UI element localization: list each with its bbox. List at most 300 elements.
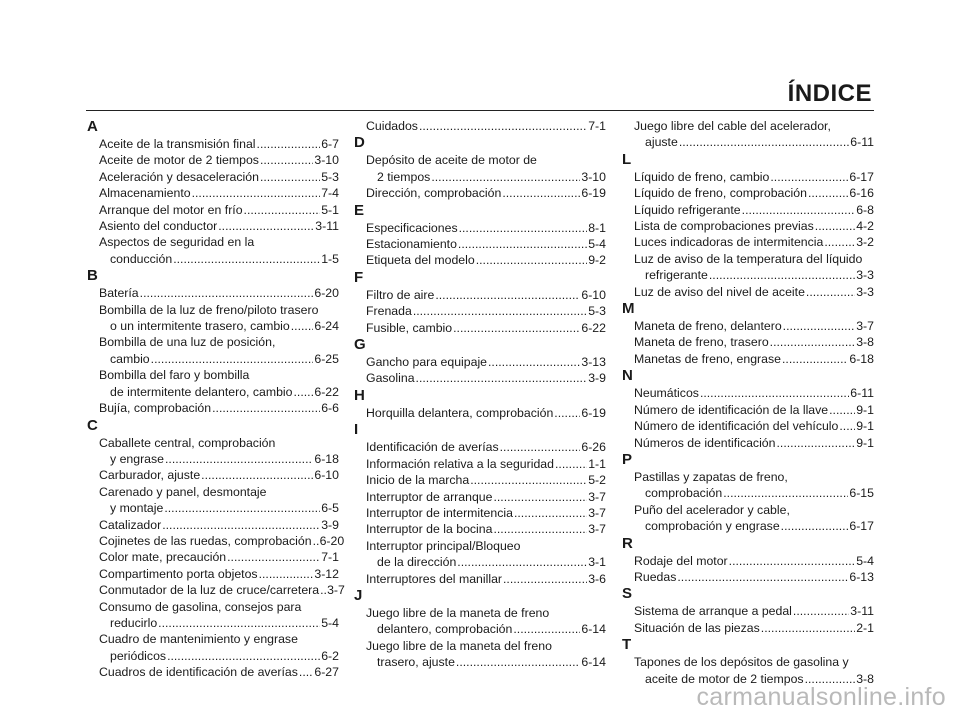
index-entry-text: de intermitente delantero, cambio bbox=[110, 384, 293, 399]
index-entry-text: Líquido de freno, cambio bbox=[634, 169, 770, 184]
index-entry-text: Ruedas bbox=[634, 569, 677, 584]
index-entry bbox=[87, 467, 339, 483]
dot-leader bbox=[554, 405, 580, 421]
index-entry-text: Bombilla de una luz de posición, bbox=[99, 335, 276, 350]
index-entry bbox=[87, 484, 339, 517]
index-entry-text: Maneta de freno, delantero bbox=[634, 319, 782, 334]
index-entry bbox=[87, 367, 339, 400]
index-entry-page: 3-3 bbox=[856, 284, 874, 299]
index-entry bbox=[87, 152, 339, 168]
index-entry bbox=[354, 405, 606, 421]
index-letter-heading: R bbox=[622, 534, 633, 552]
index-entry bbox=[622, 169, 874, 185]
index-entry-text: Estacionamiento bbox=[366, 237, 457, 252]
index-entry bbox=[87, 285, 339, 301]
index-entry-page: 6-14 bbox=[581, 622, 606, 637]
dot-leader bbox=[815, 218, 855, 234]
dot-leader bbox=[488, 354, 580, 370]
dot-leader bbox=[781, 518, 849, 534]
dot-leader bbox=[502, 185, 580, 201]
index-entry-text: Etiqueta del modelo bbox=[366, 253, 475, 268]
index-letter-heading: J bbox=[354, 586, 363, 604]
index-entry-text: Conmutador de la luz de cruce/carretera bbox=[99, 583, 320, 598]
dot-leader bbox=[777, 435, 856, 451]
dot-leader bbox=[192, 185, 321, 201]
page-title: ÍNDICE bbox=[787, 80, 872, 107]
index-entry-text: Juego libre de la maneta de freno bbox=[366, 605, 550, 620]
dot-leader bbox=[259, 566, 314, 582]
index-entry bbox=[622, 185, 874, 201]
index-entry bbox=[87, 202, 339, 218]
index-entry bbox=[354, 489, 606, 505]
index-entry bbox=[622, 118, 874, 151]
index-entry-text: Asiento del conductor bbox=[99, 219, 218, 234]
index-entry bbox=[87, 533, 345, 549]
dot-leader bbox=[227, 549, 320, 565]
index-entry-page: 6-8 bbox=[856, 202, 874, 217]
index-entry-page: 7-1 bbox=[321, 550, 339, 565]
index-entry-text: refrigerante bbox=[645, 268, 708, 283]
index-entry-text: comprobación bbox=[645, 486, 723, 501]
index-letter-heading: D bbox=[354, 134, 365, 152]
dot-leader bbox=[218, 218, 314, 234]
index-entry-page: 3-7 bbox=[588, 489, 606, 504]
dot-leader bbox=[260, 152, 313, 168]
index-entry bbox=[354, 538, 606, 571]
index-entry-text: Batería bbox=[99, 286, 139, 301]
index-entry bbox=[354, 505, 606, 521]
index-entry-text: 2 tiempos bbox=[377, 169, 431, 184]
index-letter-heading: N bbox=[622, 367, 633, 385]
index-entry bbox=[87, 631, 339, 664]
index-entry-page: 6-17 bbox=[849, 169, 874, 184]
index-entry-page: 3-1 bbox=[588, 555, 606, 570]
index-entry-text: Arranque del motor en frío bbox=[99, 202, 243, 217]
index-entry-page: 6-5 bbox=[321, 501, 339, 516]
index-entry-text: Bombilla del faro y bombilla bbox=[99, 368, 250, 383]
index-entry bbox=[354, 252, 606, 268]
index-entry-page: 3-10 bbox=[581, 169, 606, 184]
index-entry bbox=[354, 287, 606, 303]
dot-leader bbox=[244, 202, 321, 218]
index-letter-heading: P bbox=[622, 450, 633, 468]
index-entry bbox=[87, 664, 339, 680]
index-entry bbox=[622, 351, 874, 367]
dot-leader bbox=[173, 251, 320, 267]
index-entry-text: Maneta de freno, trasero bbox=[634, 335, 769, 350]
index-entry-text: Catalizador bbox=[99, 517, 162, 532]
index-entry-page: 1-1 bbox=[588, 456, 606, 471]
index-entry-text: Aceite de la transmisión final bbox=[99, 137, 256, 151]
dot-leader bbox=[770, 334, 856, 350]
dot-leader bbox=[783, 318, 856, 334]
title-divider bbox=[86, 110, 874, 111]
index-entry-page: 5-1 bbox=[321, 202, 339, 217]
index-entry-text: ajuste bbox=[645, 135, 678, 150]
dot-leader bbox=[500, 439, 581, 455]
index-entry-page: 3-10 bbox=[314, 153, 339, 168]
index-entry-text: Cuadro de mantenimiento y engrase bbox=[99, 632, 298, 647]
index-entry bbox=[354, 320, 606, 336]
index-entry-page: 3-7 bbox=[856, 319, 874, 334]
index-entry-page: 6-13 bbox=[849, 569, 874, 584]
dot-leader bbox=[419, 118, 587, 134]
index-entry-text: de la dirección bbox=[377, 555, 457, 570]
index-entry-text: Manetas de freno, engrase bbox=[634, 351, 781, 366]
index-entry-text: Luces indicadoras de intermitencia bbox=[634, 235, 824, 250]
index-entry-page: 6-15 bbox=[849, 486, 874, 501]
index-entry-text: Gasolina bbox=[366, 371, 415, 386]
index-entry-page: 6-10 bbox=[581, 287, 606, 302]
index-entry-text: Líquido de freno, comprobación bbox=[634, 186, 807, 201]
index-entry bbox=[87, 334, 339, 367]
index-entry-page: 5-4 bbox=[856, 553, 874, 568]
index-entry-text: Número de identificación del vehículo bbox=[634, 419, 839, 434]
index-entry-text: comprobación y engrase bbox=[645, 519, 780, 534]
index-entry-text: Consumo de gasolina, consejos para bbox=[99, 599, 302, 614]
index-entry bbox=[354, 303, 606, 319]
dot-leader bbox=[320, 582, 326, 598]
index-entry-text: Cuadros de identificación de averías bbox=[99, 665, 298, 680]
index-entry-text: Número de identificación de la llave bbox=[634, 402, 829, 417]
dot-leader bbox=[164, 500, 320, 516]
index-entry-page: 3-8 bbox=[856, 671, 874, 686]
index-entry-text: o un intermitente trasero, cambio bbox=[110, 319, 290, 334]
dot-leader bbox=[458, 236, 587, 252]
index-entry-page: 2-1 bbox=[856, 620, 874, 635]
index-entry bbox=[622, 318, 874, 334]
index-entry-page: 3-2 bbox=[856, 235, 874, 250]
index-entry-page: 3-9 bbox=[321, 517, 339, 532]
index-entry-text: Caballete central, comprobación bbox=[99, 435, 276, 450]
index-entry-page: 6-19 bbox=[581, 405, 606, 420]
dot-leader bbox=[435, 287, 580, 303]
dot-leader bbox=[456, 654, 580, 670]
dot-leader bbox=[158, 615, 320, 631]
index-entry-text: Interruptor de la bocina bbox=[366, 522, 493, 537]
index-entry-page: 5-3 bbox=[588, 304, 606, 319]
index-entry bbox=[622, 620, 874, 636]
index-entry bbox=[87, 549, 339, 565]
index-entry-page: 6-20 bbox=[314, 286, 339, 301]
dot-leader bbox=[459, 220, 588, 236]
index-entry-page: 7-1 bbox=[588, 119, 606, 133]
index-entry-page: 6-11 bbox=[850, 135, 874, 150]
index-entry-page: 3-7 bbox=[588, 505, 606, 520]
dot-leader bbox=[808, 185, 848, 201]
index-entry bbox=[354, 236, 606, 252]
index-entry-text: aceite de motor de 2 tiempos bbox=[645, 671, 804, 686]
dot-leader bbox=[260, 169, 320, 185]
index-entry-page: 4-2 bbox=[856, 219, 874, 234]
dot-leader bbox=[453, 320, 580, 336]
index-entry-text: Carenado y panel, desmontaje bbox=[99, 484, 267, 499]
index-entry-text: y montaje bbox=[110, 501, 164, 516]
dot-leader bbox=[431, 169, 580, 185]
dot-leader bbox=[806, 284, 855, 300]
index-entry-text: Aceite de motor de 2 tiempos bbox=[99, 153, 259, 168]
dot-leader bbox=[257, 136, 321, 152]
index-entry-text: Bujía, comprobación bbox=[99, 401, 212, 416]
index-entry-page: 9-2 bbox=[588, 253, 606, 268]
dot-leader bbox=[700, 385, 849, 401]
index-entry-text: Sistema de arranque a pedal bbox=[634, 604, 792, 619]
index-entry-page: 6-2 bbox=[321, 648, 339, 663]
index-entry-page: 6-26 bbox=[581, 440, 606, 455]
dot-leader bbox=[782, 351, 848, 367]
index-entry-text: Almacenamiento bbox=[99, 186, 191, 201]
index-entry-text: Especificaciones bbox=[366, 220, 458, 235]
index-entry bbox=[87, 302, 339, 335]
index-entry bbox=[622, 218, 874, 234]
index-entry-text: Líquido refrigerante bbox=[634, 202, 741, 217]
index-entry-page: 6-14 bbox=[581, 655, 606, 670]
dot-leader bbox=[679, 134, 849, 150]
dot-leader bbox=[555, 456, 587, 472]
dot-leader bbox=[770, 169, 848, 185]
dot-leader bbox=[742, 202, 856, 218]
index-entry-page: 6-20 bbox=[319, 533, 345, 548]
index-entry-text: Neumáticos bbox=[634, 386, 699, 401]
index-entry-page: 7-4 bbox=[321, 186, 339, 201]
index-entry-text: Dirección, comprobación bbox=[366, 186, 502, 201]
index-letter-heading: I bbox=[354, 421, 359, 439]
index-entry bbox=[622, 234, 874, 250]
dot-leader bbox=[457, 554, 587, 570]
index-entry-page: 6-22 bbox=[581, 320, 606, 335]
dot-leader bbox=[677, 569, 848, 585]
index-entry-text: Bombilla de la luz de freno/piloto trasero bbox=[99, 302, 319, 317]
index-entry-text: Tapones de los depósitos de gasolina y bbox=[634, 655, 849, 670]
index-entry bbox=[622, 569, 874, 585]
index-entry bbox=[354, 638, 606, 671]
index-entry-page: 9-1 bbox=[856, 435, 874, 450]
dot-leader bbox=[493, 521, 587, 537]
dot-leader bbox=[413, 303, 587, 319]
index-entry bbox=[622, 402, 874, 418]
index-entry-page: 3-11 bbox=[850, 604, 874, 619]
index-letter-heading: T bbox=[622, 636, 632, 654]
index-entry-text: Lista de comprobaciones previas bbox=[634, 219, 814, 234]
dot-leader bbox=[162, 517, 320, 533]
index-entry-page: 3-7 bbox=[588, 522, 606, 537]
dot-leader bbox=[824, 234, 855, 250]
index-entry-text: Rodaje del motor bbox=[634, 553, 728, 568]
index-entry bbox=[87, 169, 339, 185]
dot-leader bbox=[476, 252, 588, 268]
index-entry-page: 6-11 bbox=[850, 386, 874, 401]
index-entry bbox=[354, 354, 606, 370]
index-entry-text: Información relativa a la seguridad bbox=[366, 456, 554, 471]
dot-leader bbox=[761, 620, 855, 636]
index-letter-heading: B bbox=[87, 267, 98, 285]
dot-leader bbox=[723, 485, 848, 501]
index-entry bbox=[354, 472, 606, 488]
index-entry-page: 6-22 bbox=[314, 384, 339, 399]
dot-leader bbox=[140, 285, 314, 301]
index-entry-text: Luz de aviso de la temperatura del líquido bbox=[634, 251, 863, 266]
index-entry-text: cambio bbox=[110, 351, 150, 366]
index-entry-text: Números de identificación bbox=[634, 435, 776, 450]
index-entry-page: 3-9 bbox=[588, 371, 606, 386]
index-entry bbox=[622, 385, 874, 401]
dot-leader bbox=[729, 553, 856, 569]
index-entry-text: Interruptor de intermitencia bbox=[366, 505, 513, 520]
index-entry bbox=[622, 284, 874, 300]
index-entry-text: Cuidados bbox=[366, 119, 418, 133]
dot-leader bbox=[793, 603, 849, 619]
dot-leader bbox=[212, 400, 320, 416]
index-letter-heading: C bbox=[87, 416, 98, 434]
index-entry-text: Juego libre del cable del acelerador, bbox=[634, 119, 831, 133]
index-entry-page: 5-4 bbox=[588, 237, 606, 252]
index-entry-text: Aspectos de seguridad en la bbox=[99, 235, 255, 250]
index-entry-text: reducirlo bbox=[110, 615, 158, 630]
index-entry bbox=[354, 571, 606, 587]
index-entry-text: Pastillas y zapatas de freno, bbox=[634, 469, 788, 484]
dot-leader bbox=[839, 418, 855, 434]
index-entry-text: conducción bbox=[110, 251, 173, 266]
index-entry bbox=[87, 582, 345, 598]
dot-leader bbox=[493, 489, 587, 505]
index-entry bbox=[354, 521, 606, 537]
index-entry bbox=[354, 118, 606, 134]
index-entry bbox=[354, 439, 606, 455]
index-entry-text: Color mate, precaución bbox=[99, 550, 227, 565]
index-entry bbox=[87, 234, 339, 267]
index-entry bbox=[87, 517, 339, 533]
index-letter-heading: S bbox=[622, 585, 633, 603]
dot-leader bbox=[291, 318, 314, 334]
index-entry-text: Fusible, cambio bbox=[366, 320, 453, 335]
index-entry bbox=[622, 603, 874, 619]
index-entry bbox=[87, 566, 339, 582]
index-entry-text: Carburador, ajuste bbox=[99, 468, 201, 483]
index-entry-page: 5-3 bbox=[321, 169, 339, 184]
index-entry bbox=[622, 469, 874, 502]
index-entry-text: Interruptores del manillar bbox=[366, 571, 503, 586]
dot-leader bbox=[514, 505, 587, 521]
dot-leader bbox=[299, 664, 313, 680]
index-entry bbox=[354, 605, 606, 638]
index-entry bbox=[87, 400, 339, 416]
index-entry-text: trasero, ajuste bbox=[377, 655, 455, 670]
index-column-3 bbox=[622, 118, 874, 687]
watermark: carmanualsonline.info bbox=[696, 683, 946, 711]
index-entry bbox=[622, 202, 874, 218]
index-entry-text: Compartimento porta objetos bbox=[99, 566, 258, 581]
index-entry-page: 1-5 bbox=[321, 251, 339, 266]
index-entry-page: 8-1 bbox=[588, 220, 606, 235]
index-entry-page: 5-4 bbox=[321, 615, 339, 630]
index-entry bbox=[622, 418, 874, 434]
index-entry-page: 9-1 bbox=[856, 402, 874, 417]
index-entry-text: Identificación de averías bbox=[366, 440, 499, 455]
index-letter-heading: F bbox=[354, 268, 364, 286]
index-entry-text: Depósito de aceite de motor de bbox=[366, 153, 537, 168]
index-entry-page: 6-25 bbox=[314, 351, 339, 366]
index-letter-heading: E bbox=[354, 201, 365, 219]
index-entry-page: 3-13 bbox=[581, 355, 606, 370]
index-entry-text: Gancho para equipaje bbox=[366, 355, 488, 370]
index-entry-page: 3-7 bbox=[327, 583, 345, 598]
index-entry-text: delantero, comprobación bbox=[377, 622, 513, 637]
index-entry bbox=[622, 334, 874, 350]
index-entry bbox=[354, 370, 606, 386]
index-entry-page: 6-6 bbox=[321, 401, 339, 416]
index-entry-page: 5-2 bbox=[588, 473, 606, 488]
dot-leader bbox=[151, 351, 314, 367]
index-letter-heading: M bbox=[622, 300, 635, 318]
index-column-2 bbox=[354, 118, 606, 671]
index-entry-page: 3-8 bbox=[856, 335, 874, 350]
index-entry-text: Inicio de la marcha bbox=[366, 473, 470, 488]
index-entry-text: Interruptor de arranque bbox=[366, 489, 493, 504]
index-entry-text: Filtro de aire bbox=[366, 287, 435, 302]
index-entry-text: periódicos bbox=[110, 648, 167, 663]
index-letter-heading: A bbox=[87, 118, 98, 135]
index-entry bbox=[622, 435, 874, 451]
index-entry-page: 6-7 bbox=[321, 137, 339, 151]
dot-leader bbox=[709, 267, 855, 283]
index-entry-page: 6-18 bbox=[849, 351, 874, 366]
dot-leader bbox=[470, 472, 587, 488]
index-entry bbox=[87, 218, 339, 234]
index-entry-page: 6-19 bbox=[581, 186, 606, 201]
index-entry-page: 6-10 bbox=[314, 468, 339, 483]
dot-leader bbox=[201, 467, 313, 483]
index-entry-page: 3-11 bbox=[315, 219, 339, 234]
index-entry-text: y engrase bbox=[110, 451, 165, 466]
index-letter-heading: H bbox=[354, 386, 365, 404]
index-entry bbox=[87, 185, 339, 201]
index-entry bbox=[87, 599, 339, 632]
index-entry-page: 6-16 bbox=[849, 186, 874, 201]
dot-leader bbox=[313, 533, 319, 549]
index-entry-text: Interruptor principal/Bloqueo bbox=[366, 538, 521, 553]
index-entry bbox=[622, 502, 874, 535]
index-entry-page: 3-6 bbox=[588, 571, 606, 586]
index-entry-text: Juego libre de la maneta del freno bbox=[366, 638, 552, 653]
dot-leader bbox=[416, 370, 588, 386]
index-entry-text: Frenada bbox=[366, 304, 412, 319]
dot-leader bbox=[294, 384, 314, 400]
index-entry bbox=[622, 553, 874, 569]
index-letter-heading: G bbox=[354, 336, 366, 354]
index-entry-page: 6-18 bbox=[314, 451, 339, 466]
index-column-1 bbox=[87, 118, 345, 681]
dot-leader bbox=[165, 451, 313, 467]
index-entry bbox=[354, 185, 606, 201]
index-entry-page: 6-17 bbox=[849, 519, 874, 534]
dot-leader bbox=[513, 621, 580, 637]
index-entry-text: Luz de aviso del nivel de aceite bbox=[634, 284, 805, 299]
index-entry-page: 9-1 bbox=[856, 419, 874, 434]
index-entry-page: 6-24 bbox=[314, 319, 339, 334]
index-entry-text: Situación de las piezas bbox=[634, 620, 760, 635]
index-entry-page: 3-12 bbox=[314, 566, 339, 581]
index-entry-page: 3-3 bbox=[856, 268, 874, 283]
index-letter-heading: L bbox=[622, 150, 632, 168]
index-entry-text: Aceleración y desaceleración bbox=[99, 169, 259, 184]
index-entry bbox=[354, 456, 606, 472]
dot-leader bbox=[167, 648, 320, 664]
index-entry-page: 6-27 bbox=[314, 665, 339, 680]
index-entry bbox=[87, 136, 339, 152]
index-entry bbox=[354, 152, 606, 185]
index-entry-text: Cojinetes de las ruedas, comprobación bbox=[99, 533, 312, 548]
index-entry bbox=[354, 220, 606, 236]
